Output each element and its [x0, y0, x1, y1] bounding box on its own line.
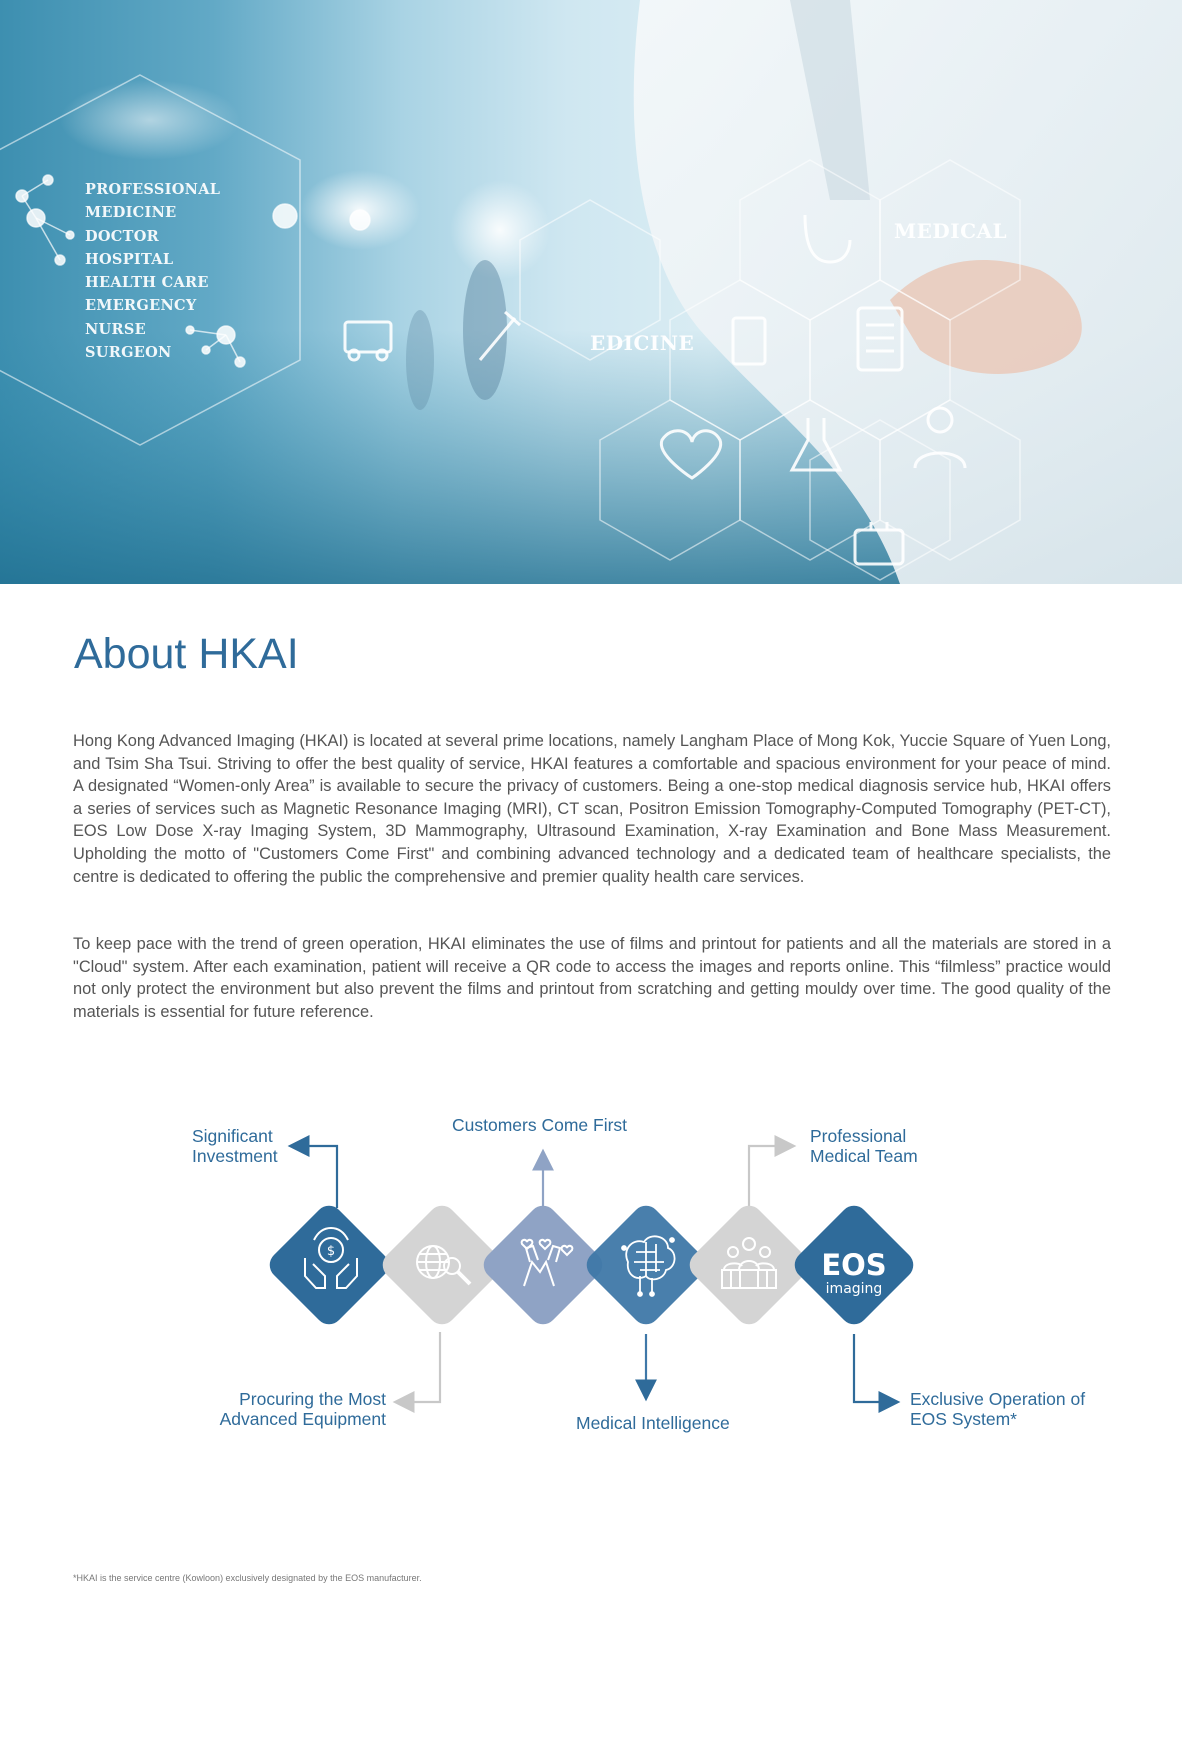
- about-paragraph-2: To keep pace with the trend of green operation, HKAI eliminates the use of films and printout for patients and all the materials are stored in a "Cloud" system. After each examination, patient will receive a QR code to access the images and reports online. This “filmless” practice would not only protect the environment but also prevent the films and printout from scratching and getting mouldy over time. The good quality of the materials is essential for future reference.: [73, 935, 1111, 1021]
- label-line: Medical Team: [810, 1145, 918, 1166]
- hero-label-medicine: EDICINE: [590, 331, 695, 355]
- footnote: *HKAI is the service centre (Kowloon) exclusively designated by the EOS manufacturer.: [73, 1573, 422, 1583]
- page-title: About HKAI: [74, 630, 299, 678]
- hero-word: EMERGENCY: [85, 297, 197, 315]
- hero-image: [0, 0, 1182, 584]
- label-exclusive-eos: [910, 1390, 1085, 1429]
- connector-investment: [292, 1146, 337, 1208]
- diamond-team: [684, 1200, 814, 1330]
- hero-label-medical: MEDICAL: [894, 219, 1008, 243]
- label-procuring-equipment: [188, 1390, 386, 1429]
- label-line: EOS System*: [910, 1408, 1017, 1429]
- hero-word-list: [85, 178, 220, 364]
- label-line: Investment: [192, 1145, 278, 1166]
- label-medical-intelligence: Medical Intelligence: [576, 1413, 730, 1433]
- connector-equipment: [397, 1332, 440, 1402]
- label-customers-come-first: Customers Come First: [452, 1115, 628, 1135]
- connector-team: [749, 1146, 792, 1208]
- label-line: Significant: [192, 1126, 273, 1146]
- hero-word: DOCTOR: [85, 227, 160, 245]
- hero-word: MEDICINE: [85, 204, 177, 222]
- hero-word: PROFESSIONAL: [85, 181, 221, 198]
- hero-word: HOSPITAL: [85, 250, 174, 268]
- diamond-investment: [264, 1200, 394, 1330]
- about-paragraph-1: Hong Kong Advanced Imaging (HKAI) is located at several prime locations, namely Langham Place of Mong Kok, Yuccie Square of Yuen Long, and Tsim Sha Tsui. Striving to offer the best quality of service, HKAI features a comfortable and spacious environment for your peace of mind. A designated “Women-only Area” is available to secure the privacy of customers. Being a one-stop medical diagnosis service hub, HKAI offers a series of services such as Magnetic Resonance Imaging (MRI), CT scan, Positron Emission Tomography-Computed Tomography (PET-CT), EOS Low Dose X-ray Imaging System, 3D Mammography, Ultrasound Examination, X-ray Examination and Bone Mass Measurement. Upholding the motto of "Customers Come First" and combining advanced technology and a dedicated team of healthcare specialists, the centre is dedicated to offering the public the comprehensive and premier quality health care services.: [73, 732, 1111, 886]
- svg-text:imaging: imaging: [825, 1281, 883, 1297]
- connector-eos: [854, 1334, 896, 1402]
- hero-word: HEALTH CARE: [85, 274, 209, 292]
- label-line: Exclusive Operation of: [910, 1389, 1086, 1409]
- svg-text:$: $: [326, 1244, 336, 1259]
- eos-imaging-logo: [821, 1248, 886, 1297]
- svg-text:EOS: EOS: [821, 1248, 887, 1282]
- hero-word: SURGEON: [85, 344, 172, 362]
- label-significant-investment: [192, 1127, 278, 1166]
- label-line: Procuring the Most: [239, 1389, 386, 1409]
- label-line: Advanced Equipment: [219, 1408, 386, 1429]
- hero-word: NURSE: [85, 320, 146, 338]
- label-professional-medical-team: [810, 1127, 918, 1166]
- label-line: Professional: [810, 1126, 907, 1146]
